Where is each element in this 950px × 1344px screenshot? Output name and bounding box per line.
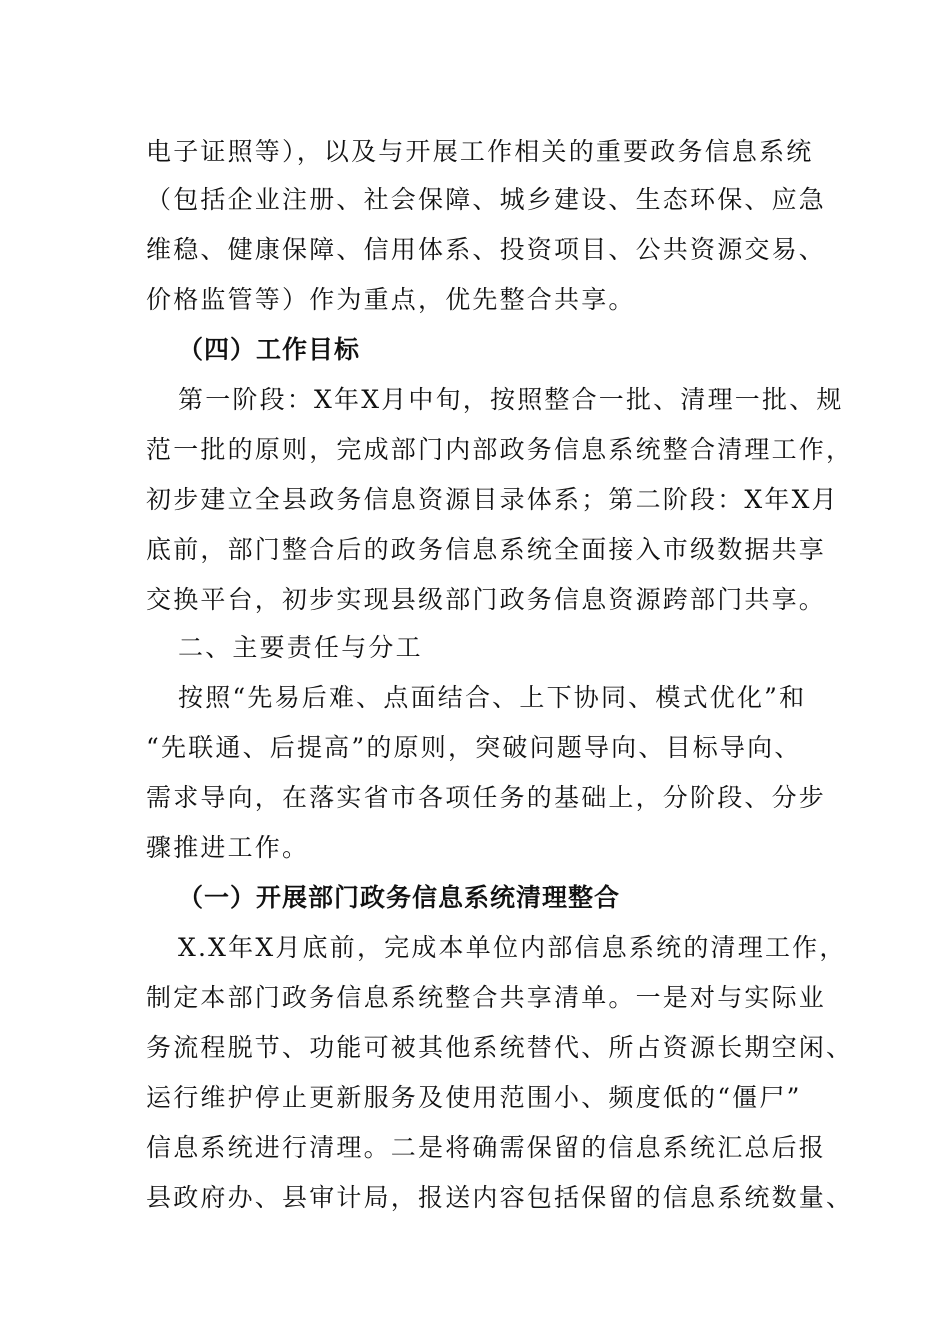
paragraph-line: 价格监管等）作为重点，优先整合共享。 <box>146 285 636 314</box>
paragraph-line: 骤推进工作。 <box>146 833 310 862</box>
paragraph-line: 范一批的原则，完成部门内部政务信息系统整合清理工作， <box>146 435 854 464</box>
paragraph-line: 运行维护停止更新服务及使用范围小、频度低的“僵尸” <box>146 1083 802 1112</box>
paragraph-line: 交换平台，初步实现县级部门政务信息资源跨部门共享。 <box>146 585 827 614</box>
paragraph-line: 按照“先易后难、点面结合、上下协同、模式优化”和 <box>178 683 807 712</box>
paragraph-line: 信息系统进行清理。二是将确需保留的信息系统汇总后报 <box>146 1133 827 1162</box>
paragraph-line: 制定本部门政务信息系统整合共享清单。一是对与实际业 <box>146 983 827 1012</box>
section-heading: 二、主要责任与分工 <box>178 633 423 662</box>
paragraph-line: X.X年X月底前，完成本单位内部信息系统的清理工作， <box>178 933 847 962</box>
paragraph-line: 维稳、健康保障、信用体系、投资项目、公共资源交易、 <box>146 235 827 264</box>
paragraph-line: 底前，部门整合后的政务信息系统全面接入市级数据共享 <box>146 535 827 564</box>
paragraph-line: 电子证照等），以及与开展工作相关的重要政务信息系统 <box>146 137 814 166</box>
paragraph-line: 第一阶段：X年X月中旬，按照整合一批、清理一批、规 <box>178 385 844 414</box>
paragraph-line: 县政府办、县审计局，报送内容包括保留的信息系统数量、 <box>146 1183 854 1212</box>
paragraph-line: 初步建立全县政务信息资源目录体系；第二阶段：X年X月 <box>146 485 839 514</box>
section-heading: （一）开展部门政务信息系统清理整合 <box>178 883 621 912</box>
section-heading: （四）工作目标 <box>178 335 361 364</box>
paragraph-line: “先联通、后提高”的原则，突破问题导向、目标导向、 <box>146 733 802 762</box>
paragraph-line: 需求导向，在落实省市各项任务的基础上，分阶段、分步 <box>146 783 827 812</box>
paragraph-line: （包括企业注册、社会保障、城乡建设、生态环保、应急 <box>146 185 827 214</box>
paragraph-line: 务流程脱节、功能可被其他系统替代、所占资源长期空闲、 <box>146 1033 854 1062</box>
